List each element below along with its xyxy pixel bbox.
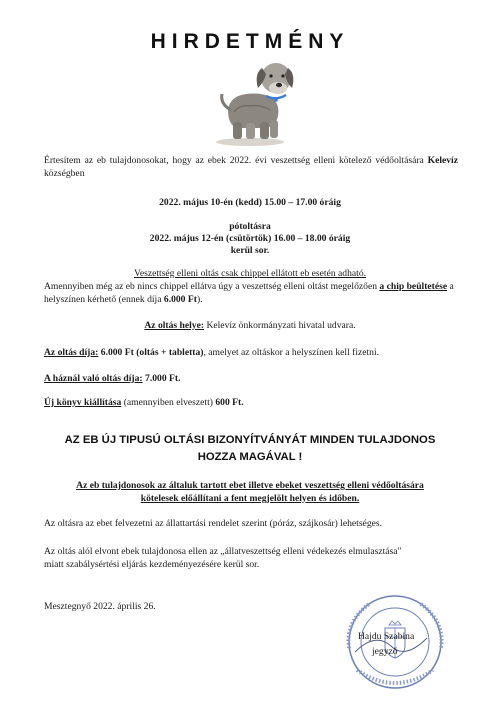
dog-illustration: [200, 52, 300, 147]
new-booklet-fee: Új könyv kiállítása (amennyiben elveszett) 600 Ft.: [44, 397, 244, 408]
chip-notice: Veszettség elleni oltás csak chippel ellátott eb esetén adható.: [133, 268, 367, 279]
place-and-date: Mesztegnyő 2022. április 26.: [44, 601, 156, 612]
restraint-paragraph: Az oltásra az ebet felvezetni az állattartási rendelet szerint (póráz, szájkosár) lehetséges.: [44, 518, 383, 529]
makeup-heading: pótoltásra: [229, 221, 271, 232]
penalty-paragraph: Az oltás alól elvont ebek tulajdonosa ellen az „állatveszettség elleni védekezés elmulasztása" miatt szabálysértési eljárás kezdeményezésére kerül sor.: [44, 546, 402, 570]
village-name: Kelevíz: [427, 155, 458, 166]
vaccination-fee: Az oltás díja: 6.000 Ft (oltás + tabletta), amelyet az oltáskor a helyszínen kell fizetni.: [44, 347, 380, 358]
owners-obligation: Az eb tulajdonosok az általuk tartott ebet illetve ebeket veszettség elleni védőoltására kötelesek előállítani a fent megjelölt helyen és időben.: [76, 480, 424, 504]
signer-title: jegyző: [372, 646, 398, 657]
signer-name: Hajdu Szabina: [358, 631, 415, 642]
vaccination-date-1: 2022. május 10-én (kedd) 15.00 – 17.00 óráig: [159, 197, 341, 208]
certificate-banner: AZ EB ÚJ TIPUSÚ OLTÁSI BIZONYÍTVÁNYÁT MINDEN TULAJDONOS HOZZA MAGÁVAL !: [64, 434, 436, 463]
date-2-suffix: kerül sor.: [230, 245, 270, 256]
home-vaccination-fee: A háznál való oltás díja: 7.000 Ft.: [44, 373, 181, 384]
chip-paragraph: Amennyiben még az eb nincs chippel ellátva úgy a veszettség elleni oltást megelőzően a chip beültetése a helyszínen kérhető (ennek díja 6.000 Ft).: [44, 281, 454, 305]
chip-emphasis: a chip beültetése: [379, 281, 448, 292]
intro-paragraph: Értesítem az eb tulajdonosokat, hogy az ebek 2022. évi veszettség elleni kötelező védőoltására Kelevíz községben: [44, 155, 458, 179]
vaccination-date-2: 2022. május 12-én (csütörtök) 16.00 – 18.00 óráig: [149, 233, 351, 244]
chip-price: 6.000 Ft: [163, 293, 197, 305]
vaccination-place: Az oltás helye: Kelevíz önkormányzati hivatal udvara.: [144, 320, 356, 331]
page-title: HIRDETMÉNY: [150, 30, 350, 53]
